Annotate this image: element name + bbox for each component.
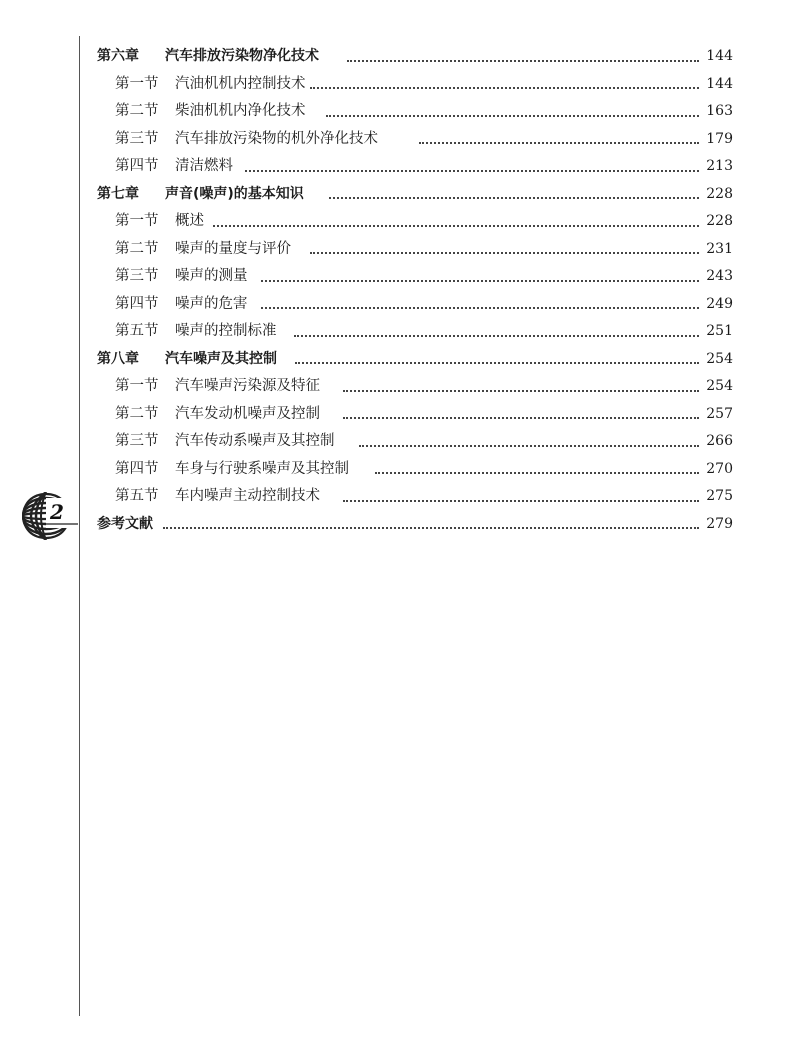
toc-row[interactable] (97, 126, 733, 154)
toc-page: 279 (706, 515, 733, 532)
toc-label: 第一节 (115, 75, 159, 92)
toc-title: 噪声的量度与评价 (175, 240, 291, 257)
toc-page: 270 (706, 460, 733, 477)
table-of-contents (97, 43, 733, 538)
toc-row[interactable] (97, 346, 733, 374)
toc-title: 车内噪声主动控制技术 (175, 488, 320, 504)
toc-label: 第五节 (115, 488, 159, 504)
toc-page: 144 (706, 48, 733, 64)
dot-leader (326, 113, 699, 117)
dot-leader (375, 470, 699, 474)
toc-title: 参考文献 (97, 515, 153, 532)
dot-leader (310, 250, 699, 254)
toc-page: 251 (706, 323, 733, 339)
toc-label: 第四节 (115, 158, 159, 174)
toc-label: 第六章 (97, 48, 139, 64)
toc-row[interactable] (97, 71, 733, 99)
dot-leader (213, 223, 699, 227)
toc-label: 第八章 (97, 350, 139, 367)
toc-label: 第四节 (115, 295, 159, 312)
toc-title: 噪声的危害 (175, 295, 248, 312)
toc-row[interactable] (97, 291, 733, 319)
dot-leader (343, 388, 699, 392)
toc-page: 228 (706, 213, 733, 229)
toc-row[interactable] (97, 401, 733, 429)
toc-row[interactable] (97, 428, 733, 456)
page-number: 2 (50, 500, 64, 524)
toc-title: 柴油机机内净化技术 (175, 103, 306, 119)
toc-page: 266 (706, 433, 733, 449)
toc-title: 汽车噪声污染源及特征 (175, 378, 320, 394)
toc-row[interactable] (97, 373, 733, 401)
toc-page: 254 (706, 378, 733, 394)
toc-row[interactable] (97, 208, 733, 236)
dot-leader (329, 195, 699, 199)
dot-leader (295, 360, 699, 364)
toc-label: 第五节 (115, 323, 159, 339)
toc-page: 275 (706, 488, 733, 504)
toc-row[interactable] (97, 456, 733, 484)
toc-label: 第一节 (115, 378, 159, 394)
dot-leader (245, 168, 699, 172)
toc-label: 第七章 (97, 185, 139, 202)
dot-leader (359, 443, 699, 447)
toc-title: 汽车排放污染物的机外净化技术 (175, 130, 378, 147)
toc-title: 汽车传动系噪声及其控制 (175, 433, 335, 449)
dot-leader (294, 333, 699, 337)
toc-title: 汽车发动机噪声及控制 (175, 405, 320, 422)
toc-row[interactable] (97, 181, 733, 209)
toc-row[interactable] (97, 236, 733, 264)
toc-page: 213 (706, 158, 733, 174)
toc-page: 243 (706, 268, 733, 284)
toc-page: 249 (706, 295, 733, 312)
toc-page: 144 (706, 75, 733, 92)
toc-page: 163 (706, 103, 733, 119)
toc-title: 汽油机机内控制技术 (175, 75, 306, 92)
toc-label: 第三节 (115, 130, 159, 147)
toc-label: 第三节 (115, 433, 159, 449)
toc-label: 第一节 (115, 213, 159, 229)
toc-page: 179 (706, 130, 733, 147)
toc-title: 声音(噪声)的基本知识 (165, 185, 304, 202)
toc-row[interactable] (97, 263, 733, 291)
toc-title: 汽车排放污染物净化技术 (165, 48, 319, 64)
dot-leader (261, 305, 699, 309)
toc-label: 第二节 (115, 240, 159, 257)
dot-leader (261, 278, 699, 282)
toc-title: 噪声的控制标准 (175, 323, 277, 339)
toc-title: 汽车噪声及其控制 (165, 350, 277, 367)
toc-row[interactable] (97, 483, 733, 511)
toc-page: 257 (706, 405, 733, 422)
toc-row[interactable] (97, 318, 733, 346)
toc-title: 噪声的测量 (175, 268, 248, 284)
dot-leader (343, 498, 699, 502)
toc-row[interactable] (97, 43, 733, 71)
page-number-badge (16, 488, 80, 544)
toc-title: 车身与行驶系噪声及其控制 (175, 460, 349, 477)
dot-leader (343, 415, 699, 419)
dot-leader (419, 140, 699, 144)
toc-label: 第二节 (115, 405, 159, 422)
dot-leader (347, 58, 699, 62)
toc-title: 概述 (175, 213, 204, 229)
dot-leader (310, 85, 699, 89)
toc-row[interactable] (97, 98, 733, 126)
toc-row[interactable] (97, 511, 733, 539)
toc-page: 228 (706, 185, 733, 202)
toc-page: 231 (706, 240, 733, 257)
sphere-ornament-icon (16, 488, 80, 544)
toc-page: 254 (706, 350, 733, 367)
toc-label: 第三节 (115, 268, 159, 284)
toc-label: 第二节 (115, 103, 159, 119)
toc-label: 第四节 (115, 460, 159, 477)
toc-title: 清洁燃料 (175, 158, 233, 174)
dot-leader (163, 525, 699, 529)
toc-row[interactable] (97, 153, 733, 181)
